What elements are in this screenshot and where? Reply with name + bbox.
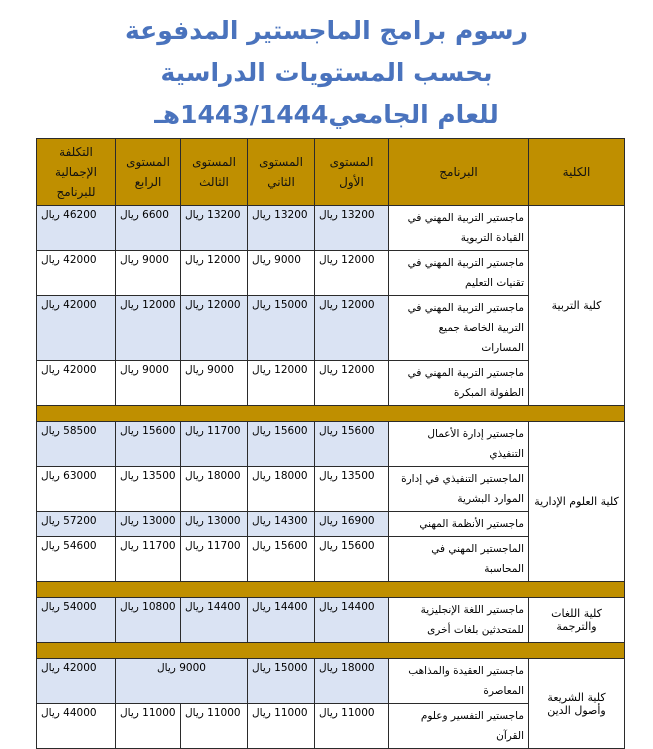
fees-table	[36, 138, 625, 749]
college-sharia: كلية الشريعة وأصول الدين	[529, 659, 625, 749]
level2-fee: 14400 ريال	[248, 598, 315, 643]
section-separator	[37, 643, 625, 659]
level3-fee: 14400 ريال	[181, 598, 248, 643]
program-name: ماجستير الأنظمة المهني	[389, 512, 529, 537]
level4-fee: 6600 ريال	[116, 206, 181, 251]
level4-fee: 9000 ريال	[116, 251, 181, 296]
level4-fee: 11700 ريال	[116, 537, 181, 582]
total-fee: 44000 ريال	[37, 704, 116, 749]
level3-fee: 12000 ريال	[181, 296, 248, 361]
level2-fee: 11000 ريال	[248, 704, 315, 749]
level1-fee: 15600 ريال	[315, 422, 389, 467]
level3-fee: 11000 ريال	[181, 704, 248, 749]
total-fee: 54000 ريال	[37, 598, 116, 643]
level3-fee: 13000 ريال	[181, 512, 248, 537]
level2-fee: 12000 ريال	[248, 361, 315, 406]
level3-fee: 12000 ريال	[181, 251, 248, 296]
header-level3: المستوى الثالث	[181, 139, 248, 206]
college-business: كلية العلوم الإدارية	[529, 422, 625, 582]
level2-fee: 14300 ريال	[248, 512, 315, 537]
section-separator	[37, 406, 625, 422]
level2-fee: 13200 ريال	[248, 206, 315, 251]
program-name: الماجستير المهني في المحاسبة	[389, 537, 529, 582]
header-program: البرنامج	[389, 139, 529, 206]
header-row	[37, 139, 625, 206]
level3-fee: 13200 ريال	[181, 206, 248, 251]
level3-fee: 11700 ريال	[181, 537, 248, 582]
level4-fee: 11000 ريال	[116, 704, 181, 749]
level1-fee: 12000 ريال	[315, 361, 389, 406]
level1-fee: 15600 ريال	[315, 537, 389, 582]
level2-fee: 15600 ريال	[248, 422, 315, 467]
table-row	[37, 598, 625, 643]
program-name: ماجستير التربية المهني في التربية الخاصة جميع المسارات	[389, 296, 529, 361]
level1-fee: 16900 ريال	[315, 512, 389, 537]
total-fee: 42000 ريال	[37, 659, 116, 704]
level1-fee: 12000 ريال	[315, 251, 389, 296]
level4-fee: 13500 ريال	[116, 467, 181, 512]
program-name: ماجستير التفسير وعلوم القرآن	[389, 704, 529, 749]
table-row	[37, 659, 625, 704]
level1-fee: 12000 ريال	[315, 296, 389, 361]
level3-fee: 11700 ريال	[181, 422, 248, 467]
program-name: الماجستير التنفيذي في إدارة الموارد البشرية	[389, 467, 529, 512]
level4-fee: 12000 ريال	[116, 296, 181, 361]
total-fee: 63000 ريال	[37, 467, 116, 512]
program-name: ماجستير العقيدة والمذاهب المعاصرة	[389, 659, 529, 704]
level4-fee: 9000 ريال	[116, 361, 181, 406]
total-fee: 42000 ريال	[37, 361, 116, 406]
level2-fee: 15600 ريال	[248, 537, 315, 582]
total-fee: 57200 ريال	[37, 512, 116, 537]
header-level1: المستوى الأول	[315, 139, 389, 206]
section-separator	[37, 582, 625, 598]
college-languages: كلية اللغات والترجمة	[529, 598, 625, 643]
total-fee: 46200 ريال	[37, 206, 116, 251]
level3-fee: 9000 ريال	[181, 361, 248, 406]
total-fee: 42000 ريال	[37, 251, 116, 296]
level2-fee: 9000 ريال	[248, 251, 315, 296]
program-name: ماجستير التربية المهني في القيادة التربوية	[389, 206, 529, 251]
header-level4: المستوى الرابع	[116, 139, 181, 206]
program-name: ماجستير إدارة الأعمال التنفيذي	[389, 422, 529, 467]
title-line-3: للعام الجامعي1443/1444هـ	[154, 100, 499, 129]
level4-fee: 13000 ريال	[116, 512, 181, 537]
total-fee: 42000 ريال	[37, 296, 116, 361]
level1-fee: 13200 ريال	[315, 206, 389, 251]
program-name: ماجستير التربية المهني في الطفولة المبكرة	[389, 361, 529, 406]
title-line-1: رسوم برامج الماجستير المدفوعة	[124, 16, 529, 45]
header-total: التكلفة الإجمالية للبرنامج	[37, 139, 116, 206]
header-college: الكلية	[529, 139, 625, 206]
level4-fee: 15600 ريال	[116, 422, 181, 467]
level3-fee: 18000 ريال	[181, 467, 248, 512]
level1-fee: 18000 ريال	[315, 659, 389, 704]
level1-fee: 13500 ريال	[315, 467, 389, 512]
program-name: ماجستير اللغة الإنجليزية للمتحدثين بلغات أخرى	[389, 598, 529, 643]
header-level2: المستوى الثاني	[248, 139, 315, 206]
total-fee: 58500 ريال	[37, 422, 116, 467]
level2-fee: 15000 ريال	[248, 296, 315, 361]
level4-fee: 10800 ريال	[116, 598, 181, 643]
level2-fee: 15000 ريال	[248, 659, 315, 704]
level1-fee: 11000 ريال	[315, 704, 389, 749]
level2-fee: 18000 ريال	[248, 467, 315, 512]
level3-4-fee: 9000 ريال	[116, 659, 248, 704]
document-title	[0, 10, 653, 136]
table-row	[37, 422, 625, 467]
total-fee: 54600 ريال	[37, 537, 116, 582]
college-education: كلية التربية	[529, 206, 625, 406]
program-name: ماجستير التربية المهني في تقنيات التعليم	[389, 251, 529, 296]
title-line-2: بحسب المستويات الدراسية	[160, 58, 493, 87]
level1-fee: 14400 ريال	[315, 598, 389, 643]
table-row	[37, 206, 625, 251]
